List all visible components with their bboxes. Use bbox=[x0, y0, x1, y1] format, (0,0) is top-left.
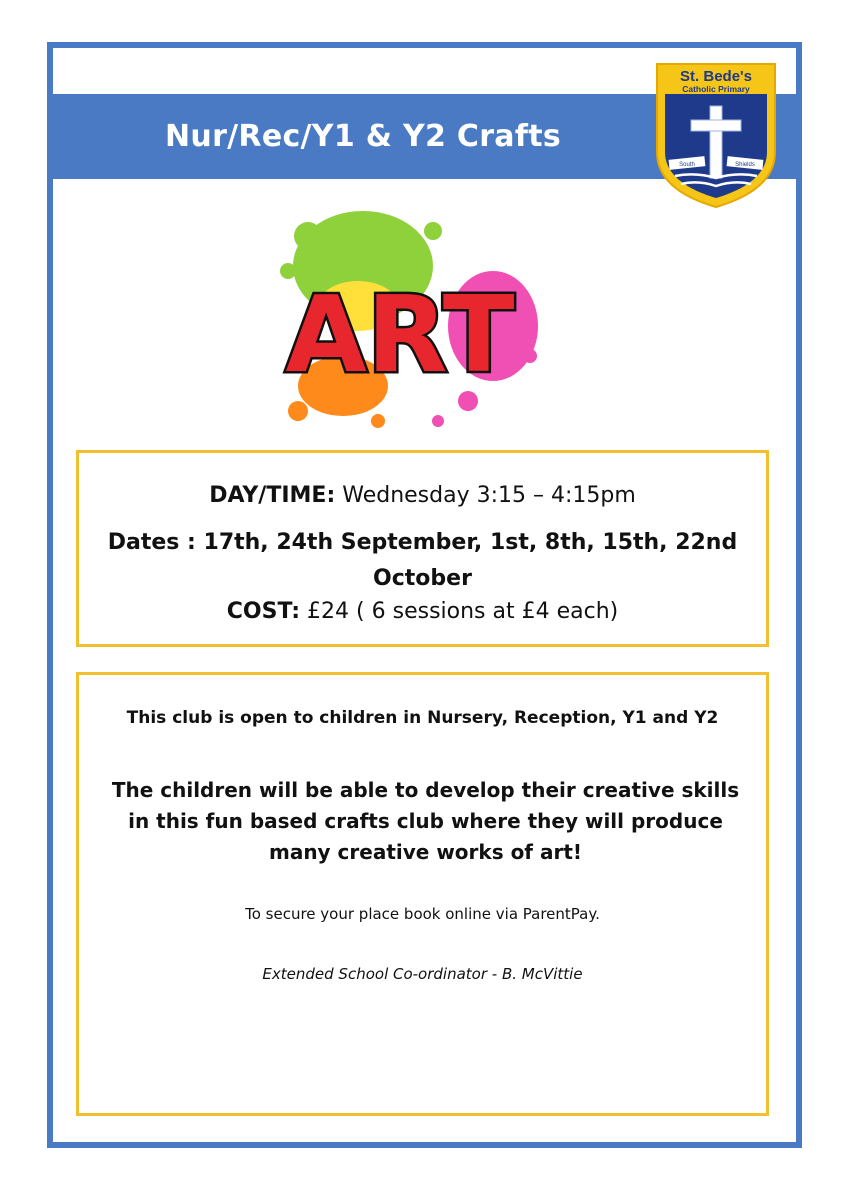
summary-text: The children will be able to develop their creative skills in this fun based crafts club where they will produce many creative works of art! bbox=[111, 778, 740, 864]
day-time-value: Wednesday 3:15 – 4:15pm bbox=[335, 483, 636, 508]
day-time-line bbox=[79, 483, 766, 508]
cost-value: £24 ( 6 sessions at £4 each) bbox=[300, 599, 619, 624]
eligibility-text: This club is open to children in Nursery, Reception, Y1 and Y2 bbox=[126, 708, 719, 728]
svg-text:Catholic Primary: Catholic Primary bbox=[682, 84, 750, 94]
day-time-label: DAY/TIME: bbox=[209, 483, 336, 508]
svg-text:ART: ART bbox=[285, 274, 515, 396]
svg-text:South: South bbox=[679, 162, 695, 168]
page-title: Nur/Rec/Y1 & Y2 Crafts bbox=[165, 119, 561, 154]
booking-text: To secure your place book online via ParentPay. bbox=[245, 905, 600, 923]
dates-line: Dates : 17th, 24th September, 1st, 8th, 15th, 22nd October bbox=[107, 530, 738, 591]
school-crest-icon bbox=[653, 60, 779, 210]
coordinator-text: Extended School Co-ordinator - B. McVittie bbox=[262, 965, 583, 983]
cost-label: COST: bbox=[226, 599, 301, 624]
club-description-box bbox=[76, 672, 769, 1116]
cost-line bbox=[79, 599, 766, 624]
art-splash-logo bbox=[258, 196, 543, 436]
svg-text:St. Bede's: St. Bede's bbox=[680, 68, 752, 85]
poster-frame bbox=[47, 42, 802, 1148]
session-details-box bbox=[76, 450, 769, 647]
svg-text:Shields: Shields bbox=[735, 162, 755, 168]
